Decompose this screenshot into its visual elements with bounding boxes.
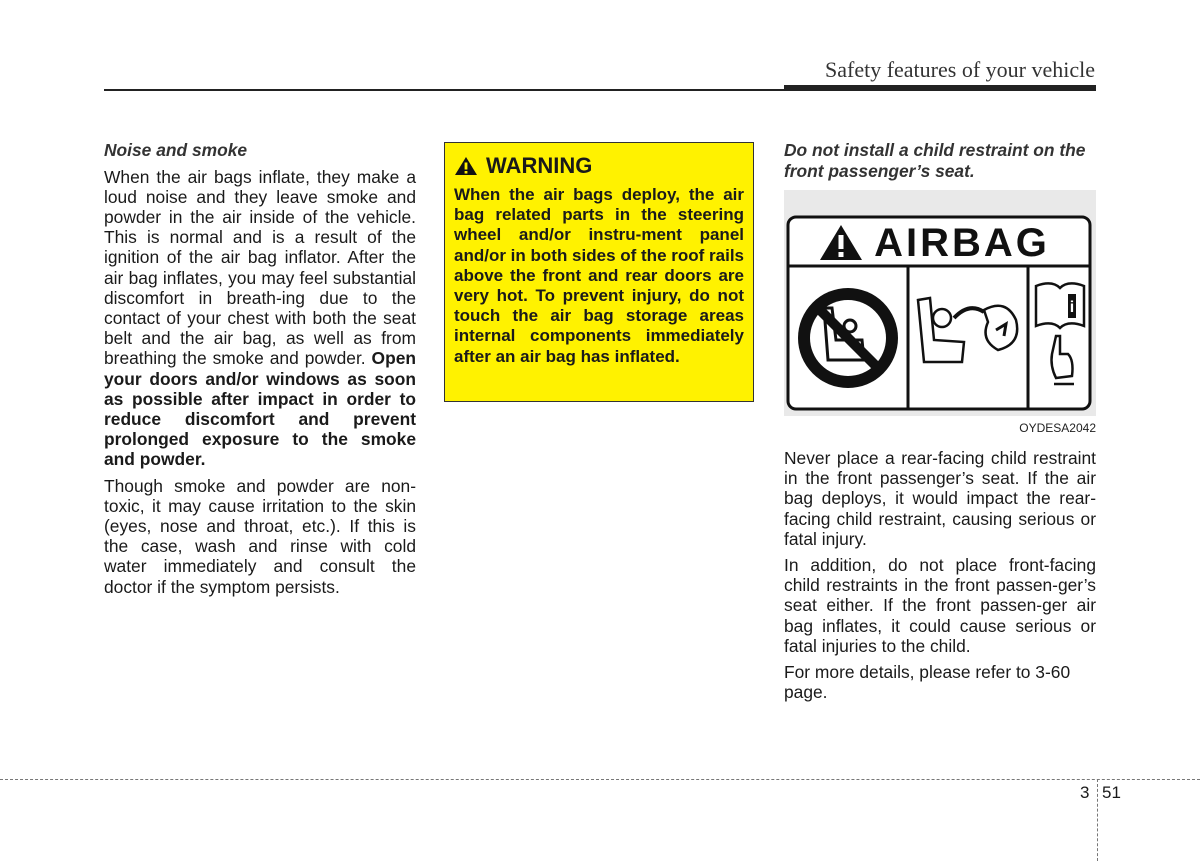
svg-text:i: i [1069,299,1075,316]
chapter-number: 3 [1080,783,1090,802]
airbag-warning-label-image [784,190,1096,416]
paragraph: For more details, please refer to 3-60 page. [784,662,1071,703]
paragraph: In addition, do not place front-facing child restraints in the front passen-ger’s seat either. If the front passen-ger air bag inflates, it could cause serious or fatal injuries to the child. [784,555,1096,656]
column-child-restraint [784,140,1096,187]
paragraph-text: When the air bags inflate, they make a loud noise and they leave smoke and powder in the air inside of the vehicle. This is normal and is a result of the ignition of the air bag inflator. After the air bag inflates, you may feel substantial discomfort in breath-ing due to the contact of your chest with both the seat belt and the air bag, as well as from breathing the smoke and powder. [104,166,416,369]
paragraph-bold-text: Open your doors and/or windows as soon as possible after impact in order to reduce discomfort and prevent prolonged exposure to the smoke and powder. [104,348,416,470]
no-child-seat-icon [798,288,898,388]
warning-triangle-icon [454,156,478,176]
paragraph [104,167,416,470]
section-heading: Noise and smoke [104,140,248,160]
warning-box [444,142,754,402]
paragraph: Though smoke and powder are non-toxic, it may cause irritation to the skin (eyes, nose and throat, etc.). If this is the case, wash and rinse with cold water immediately and consult the doctor if the symptom persists. [104,475,416,597]
header-rule-accent [784,85,1096,91]
column-child-restraint-text [784,448,1096,708]
footer-divider-vertical [1097,779,1098,861]
footer-divider [0,779,1200,780]
page-header-title: Safety features of your vehicle [825,57,1095,82]
warning-title: WARNING [486,153,593,178]
paragraph: Never place a rear-facing child restraint in the front passenger’s seat. If the air bag deploys, it would impact the rear-facing child restraint, causing serious or fatal injury. [784,448,1096,549]
page-number: 51 [1102,783,1121,802]
warning-text: When the air bags deploy, the air bag related parts in the steering wheel and/or instru-ment panel and/or in both sides of the roof rails above the front and rear doors are very hot. To prevent injury, do not touch the air bag storage areas internal components immediately after an air bag has inflated. [454,185,744,366]
column-noise-and-smoke [104,140,416,603]
warning-heading [454,153,744,179]
airbag-label-illustration [784,190,1096,416]
section-heading: Do not install a child restraint on the front passenger’s seat. [784,140,1086,181]
airbag-label-text: AIRBAG [874,221,1050,265]
image-code: OYDESA2042 [1019,421,1096,435]
